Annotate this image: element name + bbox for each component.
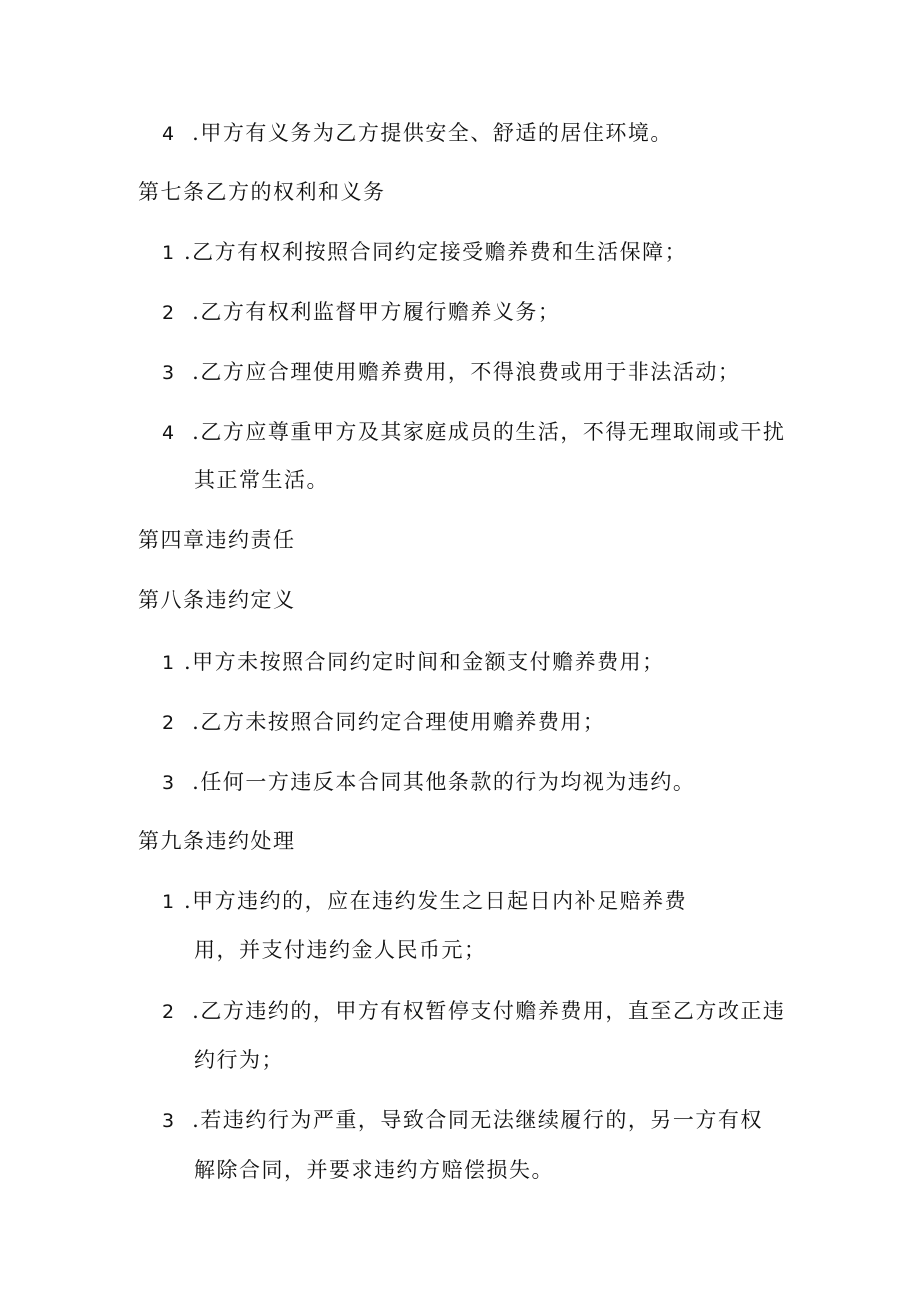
- article-9-item-3: [162, 1105, 763, 1136]
- item-text: .乙方应尊重甲方及其家庭成员的生活，不得无理取闹或干扰: [184, 420, 786, 444]
- article-8-item-1: [162, 647, 665, 678]
- article-7-heading: 第七条乙方的权利和义务: [138, 180, 386, 204]
- article-8-heading: 第八条违约定义: [138, 588, 296, 612]
- article-8-item-3: [162, 767, 695, 798]
- item-number: 4: [162, 123, 176, 145]
- item-number: 1: [162, 242, 176, 264]
- item-text: .乙方违约的，甲方有权暂停支付赡养费用，直至乙方改正违: [184, 999, 786, 1023]
- article-8-item-2: [162, 707, 605, 738]
- item-text: .甲方违约的，应在违约发生之日起日内补足赔养费: [184, 889, 688, 913]
- item-text: .乙方有权利监督甲方履行赡养义务；: [184, 300, 561, 324]
- article-7-item-2: [162, 297, 560, 328]
- article-9-item-2-continuation: 约行为；: [194, 1048, 284, 1072]
- item-text: .乙方有权利按照合同约定接受赡养费和生活保障；: [184, 240, 688, 264]
- item-number: 2: [162, 712, 176, 734]
- item-number: 3: [162, 362, 176, 384]
- item-text: .甲方未按照合同约定时间和金额支付赡养费用；: [184, 650, 665, 674]
- article-9-item-3-continuation: 解除合同，并要求违约方赔偿损失。: [194, 1158, 554, 1182]
- article-9-item-1-continuation: 用，并支付违约金人民币元；: [194, 938, 487, 962]
- item-number: 2: [162, 302, 176, 324]
- item-number: 1: [162, 891, 176, 913]
- item-number: 1: [162, 652, 176, 674]
- article-6-item-4: [162, 118, 673, 149]
- item-number: 4: [162, 422, 176, 444]
- article-7-item-1: [162, 237, 687, 268]
- article-9-item-2: [162, 996, 785, 1027]
- item-text: .若违约行为严重，导致合同无法继续履行的，另一方有权: [184, 1108, 763, 1132]
- item-text: .任何一方违反本合同其他条款的行为均视为违约。: [184, 770, 696, 794]
- article-9-item-1: [162, 886, 687, 917]
- chapter-4-heading: 第四章违约责任: [138, 528, 296, 552]
- item-text: .乙方未按照合同约定合理使用赡养费用；: [184, 710, 606, 734]
- article-9-heading: 第九条违约处理: [138, 829, 296, 853]
- item-text: .甲方有义务为乙方提供安全、舒适的居住环境。: [184, 121, 673, 145]
- item-number: 3: [162, 1110, 176, 1132]
- item-number: 2: [162, 1001, 176, 1023]
- article-7-item-4: [162, 417, 785, 448]
- article-7-item-3: [162, 357, 740, 388]
- article-7-item-4-continuation: 其正常生活。: [194, 468, 329, 492]
- item-number: 3: [162, 772, 176, 794]
- item-text: .乙方应合理使用赡养费用，不得浪费或用于非法活动；: [184, 360, 741, 384]
